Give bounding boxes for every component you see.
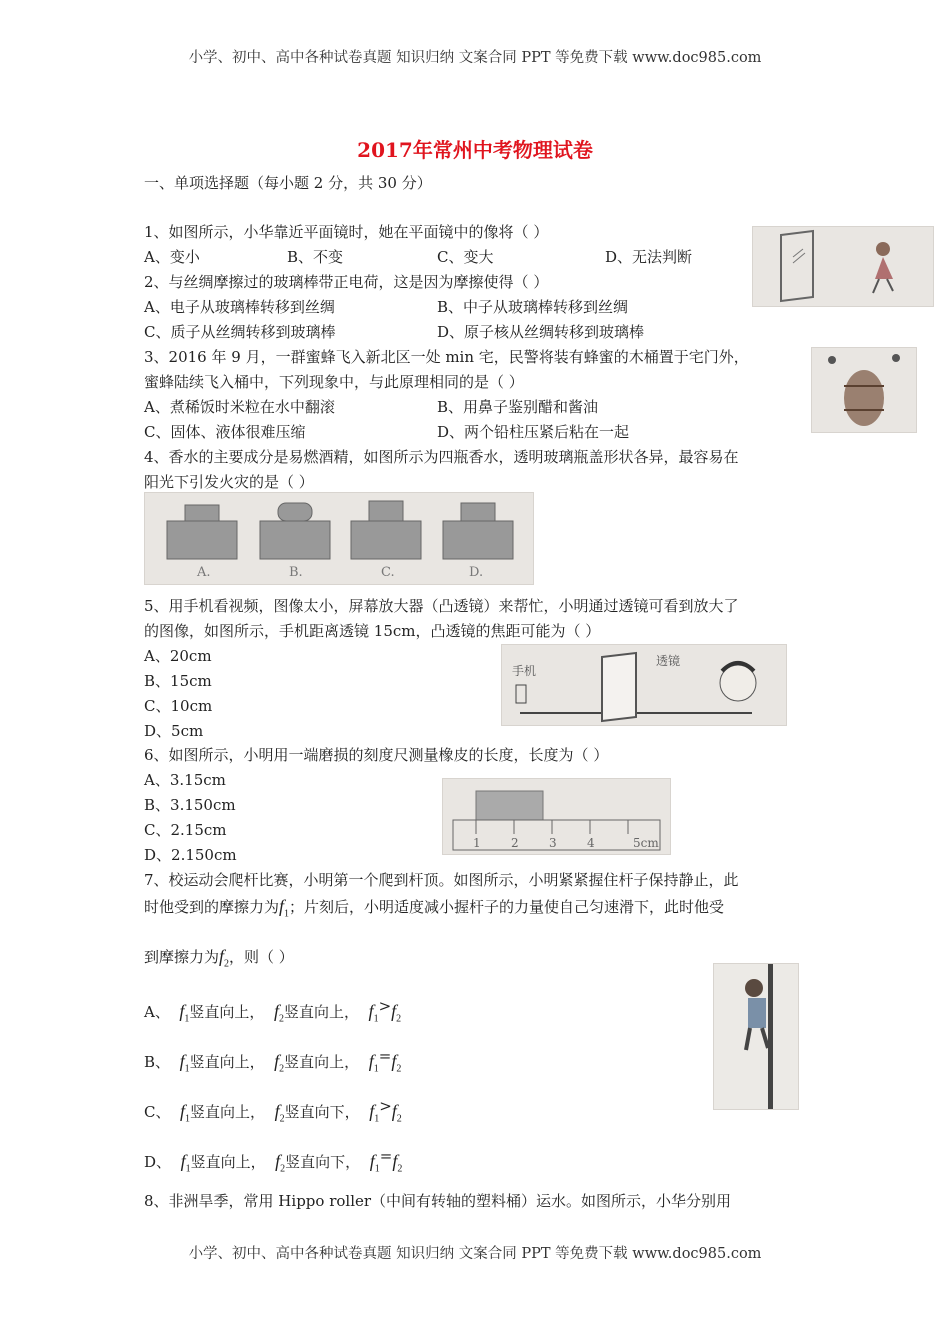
q7-text: 时他受到的摩擦力为 — [144, 898, 280, 916]
q3-stem-line2: 蜜蜂陆续飞入桶中，下列现象中，与此原理相同的是（ ） — [144, 373, 524, 391]
q5-option-a: A、20cm — [144, 647, 212, 665]
f2-symbol: $f_2$ — [274, 1051, 285, 1075]
q7-stem-line2 — [144, 896, 724, 925]
f2-symbol: $f_2$ — [391, 1001, 402, 1025]
barrel-figure — [811, 347, 917, 433]
mirror-figure — [752, 226, 934, 307]
f1-symbol: $f_1$ — [368, 1001, 379, 1025]
q6-stem: 6、如图所示，小明用一端磨损的刻度尺测量橡皮的长度，长度为（ ） — [144, 746, 609, 764]
q3-option-a: A、煮稀饭时米粒在水中翻滚 — [144, 398, 335, 416]
q4-stem-line1: 4、香水的主要成分是易燃酒精，如图所示为四瓶香水，透明玻璃瓶盖形状各异，最容易在 — [144, 448, 739, 466]
q5-option-c: C、10cm — [144, 697, 213, 715]
f2-symbol: $f_2$ — [392, 1151, 403, 1175]
q1-stem: 1、如图所示，小华靠近平面镜时，她在平面镜中的像将（ ） — [144, 223, 549, 241]
f2-symbol: $f_2$ — [275, 1151, 286, 1175]
q1-option-c: C、变大 — [437, 248, 494, 266]
f2-symbol: $f_2$ — [391, 1051, 402, 1075]
q5-stem-line1: 5、用手机看视频，图像太小，屏幕放大器（凸透镜）来帮忙，小明通过透镜可看到放大了 — [144, 597, 739, 615]
q5-option-b: B、15cm — [144, 672, 212, 690]
q2-option-c: C、质子从丝绸转移到玻璃棒 — [144, 323, 336, 341]
lens-label: 透镜 — [656, 654, 681, 668]
page-footer: 小学、初中、高中各种试卷真题 知识归纳 文案合同 PPT 等免费下载 www.doc985.com — [188, 1246, 762, 1262]
relation-sign: = — [378, 1047, 392, 1065]
q6-option-a: A、3.15cm — [144, 771, 226, 789]
q7-stem-line3 — [144, 946, 294, 975]
q7-text: 到摩擦力为 — [144, 948, 220, 966]
q2-stem: 2、与丝绸摩擦过的玻璃棒带正电荷，这是因为摩擦使得（ ） — [144, 273, 549, 291]
ruler-tick-4: 4 — [587, 836, 595, 850]
q7-option-b: B、 $f_1$竖直向上， $f_2$竖直向上， $f_1=f_2$ — [144, 1047, 402, 1075]
q6-option-d: D、2.150cm — [144, 846, 237, 864]
relation-sign: > — [379, 1097, 392, 1115]
q7-text: ；片刻后，小明适度减小握杆子的力量使自己匀速滑下，此时他受 — [289, 898, 725, 916]
ruler-figure — [442, 778, 671, 855]
ruler-tick-2: 2 — [511, 836, 519, 850]
q7-option-c: C、 $f_1$竖直向上， $f_2$竖直向下， $f_1>f_2$ — [144, 1097, 402, 1125]
q4-stem-line2: 阳光下引发火灾的是（ ） — [144, 473, 314, 491]
phone-lens-figure — [501, 644, 787, 726]
f1-symbol: $f_1$ — [180, 1151, 191, 1175]
f1-symbol: $f_1$ — [369, 1101, 380, 1125]
q2-option-d: D、原子核从丝绸转移到玻璃棒 — [437, 323, 645, 341]
f1-symbol: $f_1$ — [180, 1101, 191, 1125]
q3-stem-line1: 3、2016 年 9 月，一群蜜蜂飞入新北区一处 min 宅，民警将装有蜂蜜的木桶置于宅门外， — [144, 348, 749, 366]
f1-symbol: $f_1$ — [279, 896, 290, 920]
pole-climber-figure — [713, 963, 799, 1110]
q6-option-b: B、3.150cm — [144, 796, 236, 814]
f1-symbol: $f_1$ — [369, 1151, 380, 1175]
ruler-tick-5cm: 5cm — [633, 836, 659, 850]
page-header: 小学、初中、高中各种试卷真题 知识归纳 文案合同 PPT 等免费下载 www.doc985.com — [188, 50, 762, 66]
f2-symbol: $f_2$ — [219, 946, 230, 970]
section-heading: 一、单项选择题（每小题 2 分，共 30 分） — [144, 174, 432, 192]
q1-option-a: A、变小 — [144, 248, 200, 266]
f1-symbol: $f_1$ — [179, 1001, 190, 1025]
q7-option-a: A、 $f_1$竖直向上， $f_2$竖直向上， $f_1>f_2$ — [144, 997, 402, 1025]
f2-symbol: $f_2$ — [273, 1001, 284, 1025]
q1-option-b: B、不变 — [287, 248, 344, 266]
q3-option-c: C、固体、液体很难压缩 — [144, 423, 306, 441]
q3-option-d: D、两个铅柱压紧后粘在一起 — [437, 423, 630, 441]
q1-option-d: D、无法判断 — [605, 248, 693, 266]
bottle-label-c: C. — [381, 565, 395, 580]
ruler-tick-1: 1 — [473, 836, 481, 850]
q8-stem: 8、非洲旱季，常用 Hippo roller（中间有转轴的塑料桶）运水。如图所示，小华分别用 — [144, 1192, 732, 1210]
perfume-bottles-figure — [144, 492, 534, 585]
q2-option-b: B、中子从玻璃棒转移到丝绸 — [437, 298, 629, 316]
relation-sign: > — [378, 997, 392, 1015]
ruler-tick-3: 3 — [549, 836, 557, 850]
q2-option-a: A、电子从玻璃棒转移到丝绸 — [144, 298, 335, 316]
bottle-label-d: D. — [469, 565, 484, 580]
f1-symbol: $f_1$ — [179, 1051, 190, 1075]
phone-label: 手机 — [512, 664, 537, 678]
bottle-label-a: A. — [197, 565, 211, 580]
q7-text: ，则（ ） — [229, 948, 294, 966]
q5-option-d: D、5cm — [144, 722, 204, 740]
f2-symbol: $f_2$ — [274, 1101, 285, 1125]
q5-stem-line2: 的图像，如图所示，手机距离透镜 15cm，凸透镜的焦距可能为（ ） — [144, 622, 601, 640]
f2-symbol: $f_2$ — [391, 1101, 402, 1125]
q6-option-c: C、2.15cm — [144, 821, 227, 839]
q7-stem-line1: 7、校运动会爬杆比赛，小明第一个爬到杆顶。如图所示，小明紧紧握住杆子保持静止，此 — [144, 871, 739, 889]
q3-option-b: B、用鼻子鉴别醋和酱油 — [437, 398, 599, 416]
f1-symbol: $f_1$ — [368, 1051, 379, 1075]
exam-title: 2017年常州中考物理试卷 — [357, 138, 593, 162]
q7-option-d: D、 $f_1$竖直向上， $f_2$竖直向下， $f_1=f_2$ — [144, 1147, 403, 1175]
relation-sign: = — [379, 1147, 393, 1165]
bottle-label-b: B. — [289, 565, 303, 580]
